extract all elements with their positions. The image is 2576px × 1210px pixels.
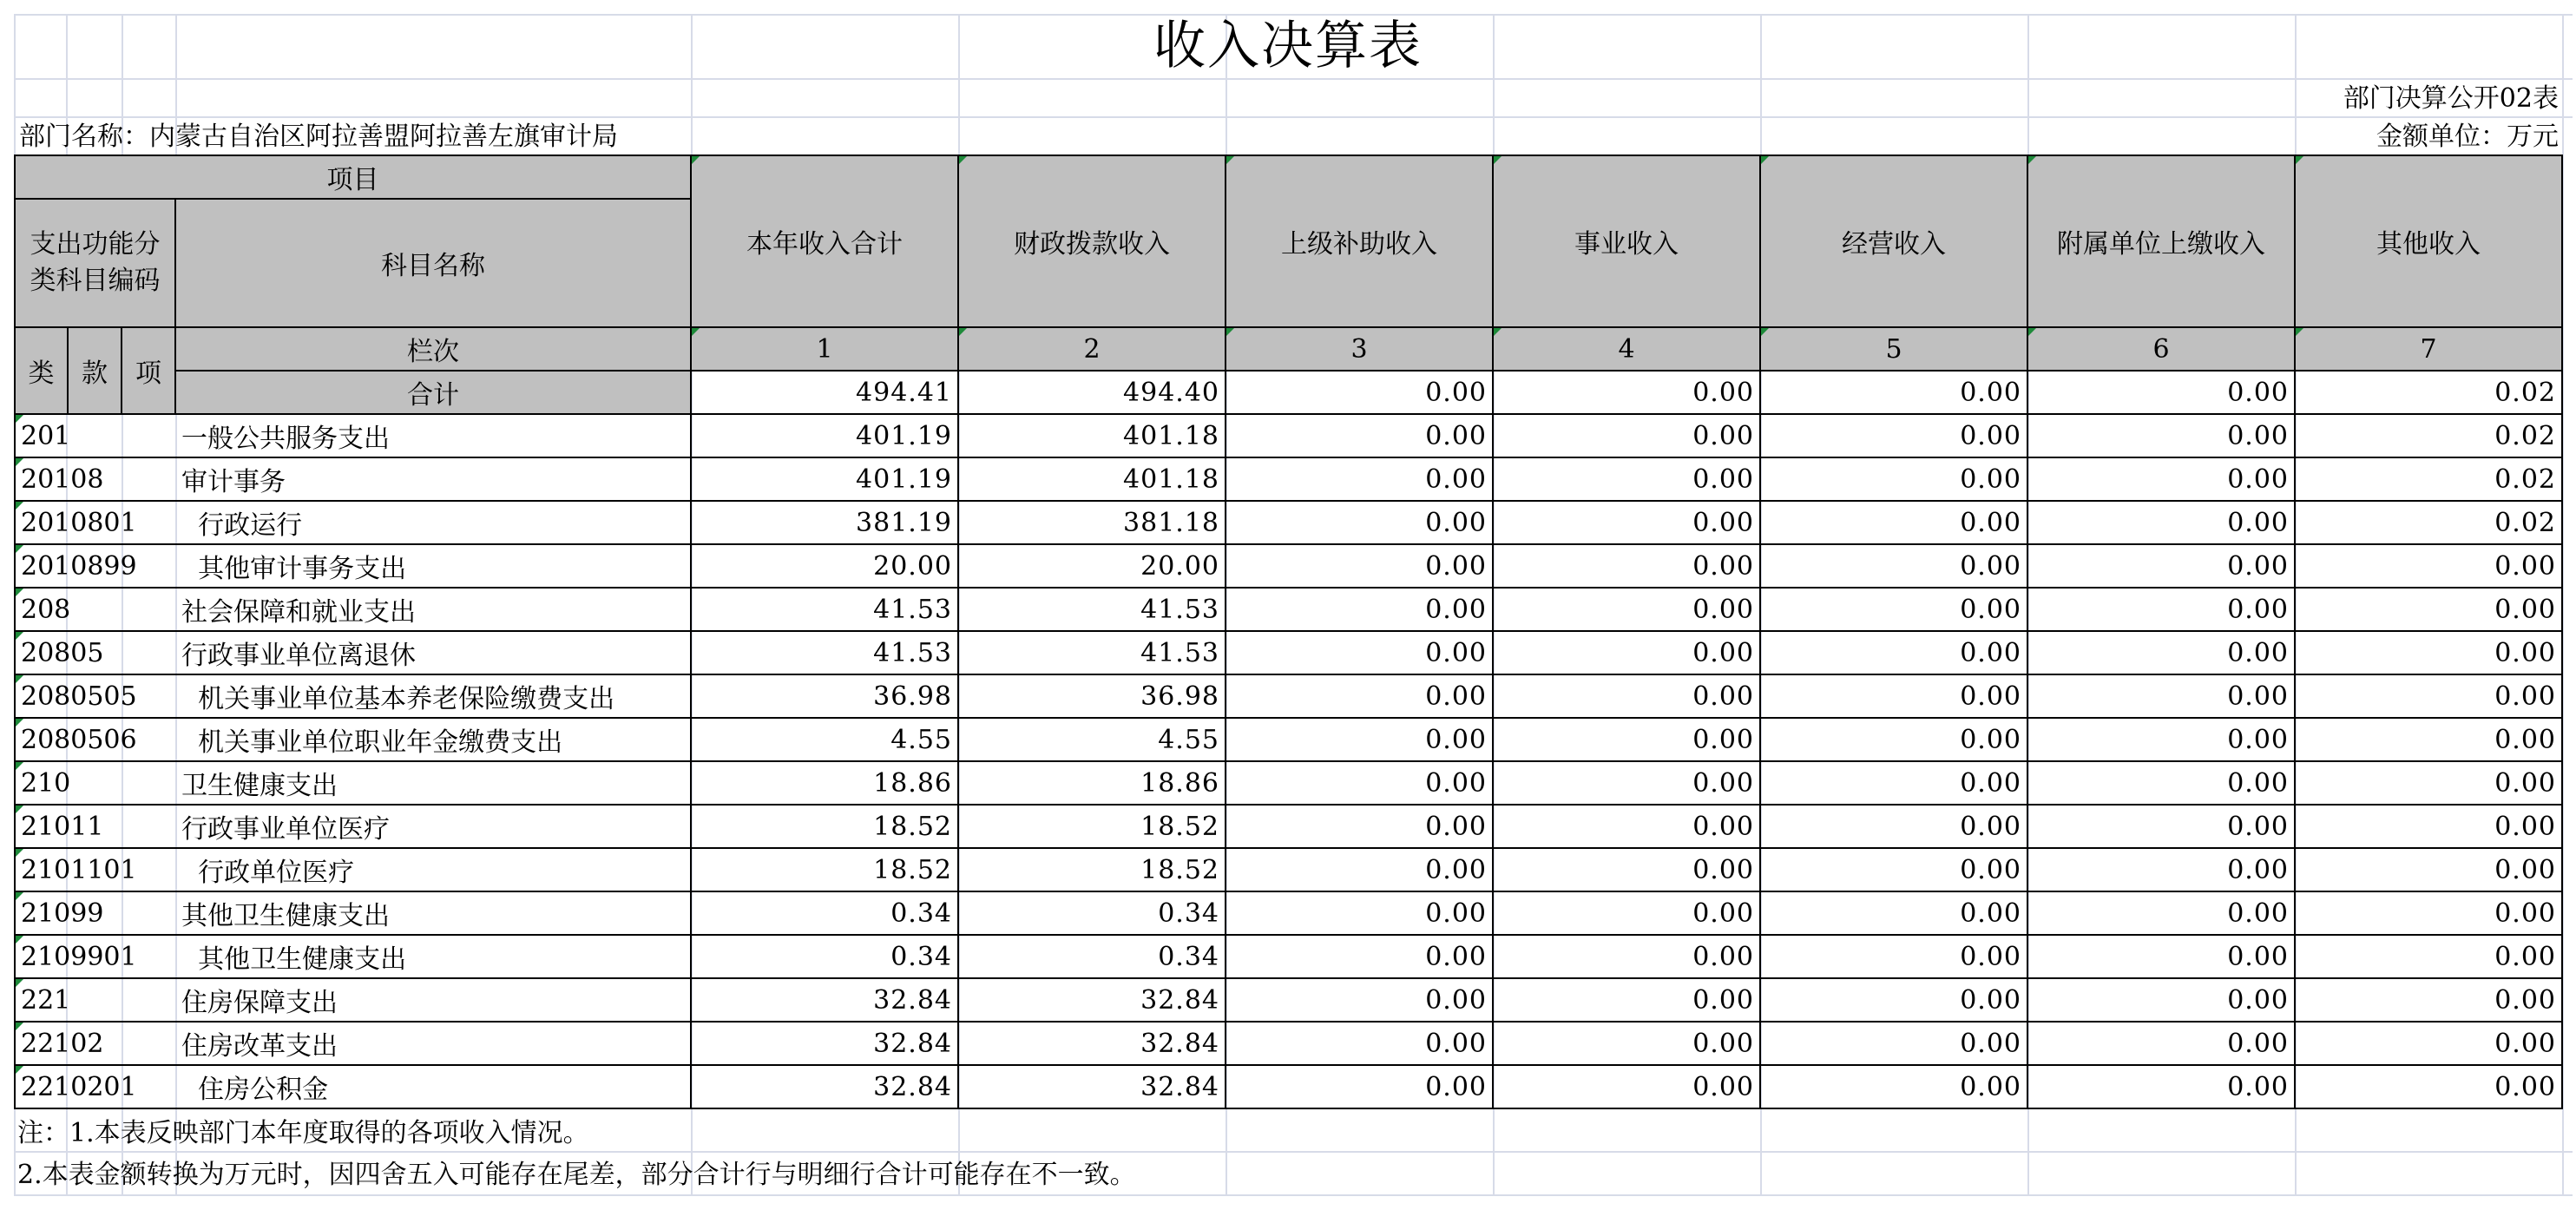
- header-item: 项目: [15, 155, 691, 199]
- row-value-cell: 0.00: [2027, 805, 2295, 848]
- row-subject-name: 住房改革支出: [175, 1022, 691, 1065]
- total-cell: 494.40: [958, 371, 1226, 414]
- row-value-cell: 0.00: [2027, 935, 2295, 978]
- row-value-cell: 0.00: [1493, 805, 1760, 848]
- amount-unit: 金额单位：万元: [2376, 122, 2559, 152]
- income-table: [14, 155, 2563, 1109]
- table-row: [15, 1022, 2562, 1065]
- row-value-cell: 0.00: [1760, 848, 2027, 891]
- row-value-cell: 0.00: [2027, 457, 2295, 501]
- row-value-cell: 0.00: [1760, 1022, 2027, 1065]
- gridline: [14, 78, 2573, 80]
- row-value-cell: 0.00: [1493, 457, 1760, 501]
- table-row: [15, 544, 2562, 588]
- row-subject-name: 住房公积金: [175, 1065, 691, 1108]
- table-row: [15, 674, 2562, 718]
- row-value-cell: 32.84: [958, 978, 1226, 1022]
- table-row: [15, 414, 2562, 457]
- row-subject-name: 行政事业单位离退休: [175, 631, 691, 674]
- row-value-cell: 0.00: [2027, 588, 2295, 631]
- row-value-cell: 0.00: [2027, 544, 2295, 588]
- row-subject-name: 行政运行: [175, 501, 691, 544]
- row-code: 20108: [15, 457, 175, 501]
- row-value-cell: 18.52: [958, 848, 1226, 891]
- row-value-cell: 0.00: [2295, 1022, 2562, 1065]
- col-number: 1: [691, 327, 958, 371]
- gridline: [14, 116, 2573, 118]
- row-value-cell: 0.00: [1493, 588, 1760, 631]
- row-code: 2080505: [15, 674, 175, 718]
- row-subject-name: 住房保障支出: [175, 978, 691, 1022]
- table-row: [15, 631, 2562, 674]
- row-value-cell: 0.00: [1226, 848, 1493, 891]
- row-value-cell: 0.00: [1760, 631, 2027, 674]
- header-col-operation: 经营收入: [1760, 155, 2027, 327]
- department-name: 部门名称：内蒙古自治区阿拉善盟阿拉善左旗审计局: [19, 122, 618, 152]
- row-code: 21099: [15, 891, 175, 935]
- row-value-cell: 0.00: [2027, 718, 2295, 761]
- row-value-cell: 0.00: [1226, 1022, 1493, 1065]
- row-value-cell: 0.00: [1760, 588, 2027, 631]
- table-row: [15, 1065, 2562, 1108]
- row-value-cell: 32.84: [691, 1065, 958, 1108]
- row-value-cell: 381.18: [958, 501, 1226, 544]
- row-value-cell: 401.18: [958, 414, 1226, 457]
- row-value-cell: 0.02: [2295, 414, 2562, 457]
- table-row: [15, 805, 2562, 848]
- row-subject-name: 其他审计事务支出: [175, 544, 691, 588]
- row-value-cell: 0.00: [2027, 1065, 2295, 1108]
- row-value-cell: 41.53: [691, 588, 958, 631]
- row-code: 22102: [15, 1022, 175, 1065]
- row-value-cell: 32.84: [958, 1065, 1226, 1108]
- table-row: [15, 978, 2562, 1022]
- header-col-fiscal: 财政拨款收入: [958, 155, 1226, 327]
- header-kuan: 款: [68, 327, 122, 414]
- row-value-cell: 0.34: [691, 935, 958, 978]
- col-number: 3: [1226, 327, 1493, 371]
- row-subject-name: 一般公共服务支出: [175, 414, 691, 457]
- row-value-cell: 0.00: [1226, 978, 1493, 1022]
- row-value-cell: 0.00: [1760, 457, 2027, 501]
- row-value-cell: 41.53: [958, 588, 1226, 631]
- table-row: [15, 848, 2562, 891]
- row-value-cell: 0.00: [2295, 1065, 2562, 1108]
- row-value-cell: 0.00: [1226, 501, 1493, 544]
- row-value-cell: 0.00: [1493, 848, 1760, 891]
- row-subject-name: 机关事业单位职业年金缴费支出: [175, 718, 691, 761]
- row-value-cell: 0.00: [1226, 414, 1493, 457]
- form-number: 部门决算公开02表: [2343, 83, 2559, 114]
- row-value-cell: 0.00: [1226, 631, 1493, 674]
- row-value-cell: 0.34: [691, 891, 958, 935]
- row-value-cell: 32.84: [958, 1022, 1226, 1065]
- col-number: 7: [2295, 327, 2562, 371]
- row-value-cell: 0.00: [2295, 674, 2562, 718]
- header-col-business: 事业收入: [1493, 155, 1760, 327]
- row-value-cell: 0.00: [1226, 674, 1493, 718]
- row-value-cell: 36.98: [691, 674, 958, 718]
- col-number: 2: [958, 327, 1226, 371]
- row-subject-name: 行政事业单位医疗: [175, 805, 691, 848]
- table-row: [15, 501, 2562, 544]
- table-row: [15, 588, 2562, 631]
- row-value-cell: 32.84: [691, 978, 958, 1022]
- row-value-cell: 0.00: [2027, 978, 2295, 1022]
- row-code: 2010801: [15, 501, 175, 544]
- row-value-cell: 0.00: [2027, 631, 2295, 674]
- row-value-cell: 0.00: [2295, 631, 2562, 674]
- row-value-cell: 0.00: [2027, 891, 2295, 935]
- row-value-cell: 0.34: [958, 935, 1226, 978]
- row-value-cell: 0.00: [1760, 805, 2027, 848]
- row-subject-name: 审计事务: [175, 457, 691, 501]
- row-value-cell: 0.00: [2027, 761, 2295, 805]
- row-value-cell: 0.00: [1760, 718, 2027, 761]
- row-value-cell: 0.00: [1226, 718, 1493, 761]
- row-value-cell: 0.00: [1493, 631, 1760, 674]
- row-value-cell: 41.53: [958, 631, 1226, 674]
- row-value-cell: 0.00: [1493, 978, 1760, 1022]
- header-col-total: 本年收入合计: [691, 155, 958, 327]
- row-code: 21011: [15, 805, 175, 848]
- total-cell: 494.41: [691, 371, 958, 414]
- row-value-cell: 18.52: [691, 848, 958, 891]
- total-cell: 0.00: [2027, 371, 2295, 414]
- row-value-cell: 0.02: [2295, 457, 2562, 501]
- row-code: 2210201: [15, 1065, 175, 1108]
- row-subject-name: 行政单位医疗: [175, 848, 691, 891]
- row-value-cell: 0.00: [2295, 544, 2562, 588]
- row-code: 221: [15, 978, 175, 1022]
- row-value-cell: 0.00: [1493, 414, 1760, 457]
- row-code: 20805: [15, 631, 175, 674]
- row-value-cell: 0.00: [1760, 891, 2027, 935]
- row-value-cell: 0.00: [1760, 674, 2027, 718]
- row-value-cell: 0.00: [2027, 501, 2295, 544]
- note-line-1: 注：1.本表反映部门本年度取得的各项收入情况。: [17, 1118, 589, 1148]
- row-value-cell: 18.86: [958, 761, 1226, 805]
- row-subject-name: 其他卫生健康支出: [175, 891, 691, 935]
- report-title: 收入决算表: [1153, 16, 1423, 76]
- row-value-cell: 0.00: [2295, 978, 2562, 1022]
- table-row: [15, 718, 2562, 761]
- row-value-cell: 36.98: [958, 674, 1226, 718]
- header-code-group: 支出功能分类科目编码: [15, 199, 175, 327]
- row-value-cell: 0.00: [2027, 848, 2295, 891]
- row-value-cell: 32.84: [691, 1022, 958, 1065]
- header-lanci: 栏次: [175, 327, 691, 371]
- row-code: 2080506: [15, 718, 175, 761]
- row-code: 208: [15, 588, 175, 631]
- col-number: 6: [2027, 327, 2295, 371]
- header-col-affiliated: 附属单位上缴收入: [2027, 155, 2295, 327]
- row-value-cell: 0.00: [1493, 718, 1760, 761]
- header-col-other: 其他收入: [2295, 155, 2562, 327]
- row-value-cell: 0.00: [1226, 457, 1493, 501]
- row-value-cell: 0.00: [1493, 674, 1760, 718]
- row-value-cell: 0.00: [2027, 674, 2295, 718]
- row-value-cell: 0.00: [1760, 1065, 2027, 1108]
- row-value-cell: 0.00: [1226, 761, 1493, 805]
- table-row: [15, 457, 2562, 501]
- row-code: 2010899: [15, 544, 175, 588]
- row-value-cell: 0.00: [2295, 848, 2562, 891]
- row-value-cell: 0.00: [1226, 588, 1493, 631]
- row-value-cell: 20.00: [691, 544, 958, 588]
- note-line-2: 2.本表金额转换为万元时，因四舍五入可能存在尾差，部分合计行与明细行合计可能存在不一致。: [17, 1160, 1136, 1190]
- table-row: [15, 761, 2562, 805]
- row-value-cell: 0.00: [2027, 414, 2295, 457]
- header-col-superior: 上级补助收入: [1226, 155, 1493, 327]
- row-value-cell: 0.00: [1493, 935, 1760, 978]
- header-subject-name: 科目名称: [175, 199, 691, 327]
- row-value-cell: 18.52: [691, 805, 958, 848]
- col-number: 5: [1760, 327, 2027, 371]
- row-value-cell: 0.00: [1493, 544, 1760, 588]
- row-value-cell: 0.00: [1760, 414, 2027, 457]
- col-number: 4: [1493, 327, 1760, 371]
- row-value-cell: 0.00: [2027, 1022, 2295, 1065]
- row-value-cell: 0.00: [2295, 588, 2562, 631]
- row-code: 201: [15, 414, 175, 457]
- row-value-cell: 0.00: [1760, 544, 2027, 588]
- row-value-cell: 0.00: [1760, 935, 2027, 978]
- row-value-cell: 0.00: [1760, 978, 2027, 1022]
- row-value-cell: 0.02: [2295, 501, 2562, 544]
- row-code: 210: [15, 761, 175, 805]
- total-cell: 0.00: [1493, 371, 1760, 414]
- row-value-cell: 0.00: [2295, 935, 2562, 978]
- row-value-cell: 401.19: [691, 414, 958, 457]
- row-value-cell: 0.00: [1226, 935, 1493, 978]
- row-code: 2101101: [15, 848, 175, 891]
- row-value-cell: 18.86: [691, 761, 958, 805]
- row-value-cell: 0.00: [2295, 891, 2562, 935]
- total-row: [15, 371, 2562, 414]
- header-lei: 类: [15, 327, 68, 414]
- row-value-cell: 0.00: [1226, 805, 1493, 848]
- row-value-cell: 0.00: [1493, 501, 1760, 544]
- row-value-cell: 0.34: [958, 891, 1226, 935]
- row-value-cell: 4.55: [958, 718, 1226, 761]
- row-value-cell: 0.00: [1760, 501, 2027, 544]
- row-code: 2109901: [15, 935, 175, 978]
- table-row: [15, 935, 2562, 978]
- row-value-cell: 401.18: [958, 457, 1226, 501]
- row-value-cell: 0.00: [1493, 1022, 1760, 1065]
- row-value-cell: 41.53: [691, 631, 958, 674]
- total-cell: 0.00: [1226, 371, 1493, 414]
- row-value-cell: 0.00: [1226, 544, 1493, 588]
- row-value-cell: 0.00: [1493, 761, 1760, 805]
- total-cell: 0.02: [2295, 371, 2562, 414]
- row-value-cell: 0.00: [1760, 761, 2027, 805]
- row-subject-name: 社会保障和就业支出: [175, 588, 691, 631]
- row-value-cell: 0.00: [2295, 805, 2562, 848]
- row-value-cell: 0.00: [1493, 891, 1760, 935]
- row-value-cell: 0.00: [2295, 761, 2562, 805]
- header-xiang: 项: [122, 327, 175, 414]
- row-value-cell: 4.55: [691, 718, 958, 761]
- row-value-cell: 0.00: [1226, 1065, 1493, 1108]
- row-value-cell: 401.19: [691, 457, 958, 501]
- total-label: 合计: [175, 371, 691, 414]
- row-value-cell: 0.00: [2295, 718, 2562, 761]
- row-value-cell: 0.00: [1226, 891, 1493, 935]
- row-value-cell: 20.00: [958, 544, 1226, 588]
- table-row: [15, 891, 2562, 935]
- row-subject-name: 其他卫生健康支出: [175, 935, 691, 978]
- row-value-cell: 18.52: [958, 805, 1226, 848]
- row-value-cell: 381.19: [691, 501, 958, 544]
- row-subject-name: 机关事业单位基本养老保险缴费支出: [175, 674, 691, 718]
- row-subject-name: 卫生健康支出: [175, 761, 691, 805]
- total-cell: 0.00: [1760, 371, 2027, 414]
- row-value-cell: 0.00: [1493, 1065, 1760, 1108]
